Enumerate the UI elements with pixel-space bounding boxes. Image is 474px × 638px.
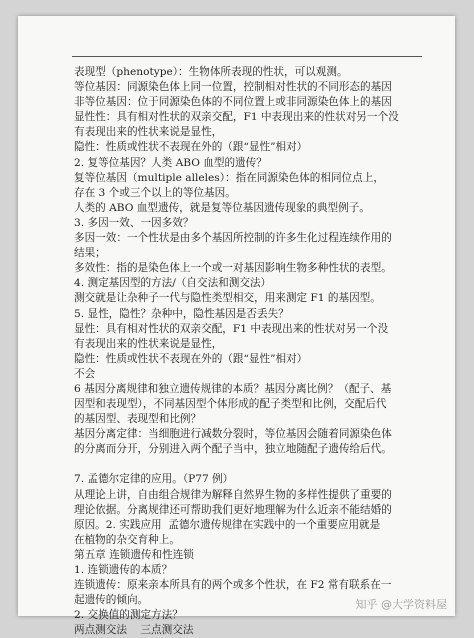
text-line: 3. 多因一效、一因多效？ (74, 216, 194, 229)
text-line: 多因一效：一个性状是由多个基因所控制的许多生化过程连续作用的 (74, 232, 392, 245)
text-line: 有表现出来的性状来说是显性， (74, 126, 223, 139)
text-line: 从理论上讲，自由组合规律为解释自然界生物的多样性提供了重要的 (74, 488, 392, 501)
text-line: 连锁遗传：原来亲本所具有的两个或多个性状，在 F2 常有联系在一 (74, 579, 392, 592)
text-line: 第五章 连锁遗传和性连锁 (74, 548, 194, 561)
text-line: 表现型（phenotype）：生物体所表现的性状，可以观测。 (74, 66, 348, 78)
text-line: 7. 孟德尔定律的应用。（P77 例） (74, 473, 234, 486)
blank-line (74, 457, 446, 472)
document-body (74, 65, 446, 638)
text-line: 起遗传的倾向。 (74, 594, 149, 607)
document-page (18, 16, 455, 637)
text-line: 在植物的杂交育种上。 (74, 533, 180, 546)
text-line: 基因分离定律：当细胞进行减数分裂时，等位基因会随着同源染色体 (74, 428, 392, 441)
text-line: 有表现出来的性状来说是显性， (74, 337, 223, 350)
text-line: 结果； (74, 247, 106, 260)
text-line: 等位基因：同源染色体上同一位置，控制相对性状的不同形态的基因 (74, 81, 392, 94)
text-line: 6 基因分离规律和独立遗传规律的本质？基因分离比例？（配子、基 (74, 382, 392, 395)
text-line: 隐性：性质或性状不表现在外的（跟“显性”相对） (74, 141, 308, 154)
watermark: 知乎 @大学资料屋 (355, 598, 447, 611)
text-line: 因型和表现型），不同基因型个体形成的配子类型和比例，交配后代 (74, 398, 387, 411)
text-line: 5. 显性，隐性？杂种中，隐性基因是否丢失？ (74, 307, 289, 320)
text-line: 1. 连锁遗传的本质？ (74, 564, 173, 576)
header-rule (72, 56, 422, 57)
text-line: 存在 3 个或三个以上的等位基因。 (74, 186, 236, 199)
text-line: 不会 (74, 367, 96, 380)
text-line: 2. 复等位基因？人类 ABO 血型的遗传？ (74, 156, 267, 169)
text-line: 原因。2. 实践应用 孟德尔遗传规律在实践中的一个重要应用就是 (74, 518, 381, 531)
text-line: 4. 测定基因型的方法/（自交法和测交法） (74, 277, 272, 290)
text-line: 显性性：具有相对性状的双亲交配，F1 中表现出来的性状对另一个没 (74, 111, 399, 124)
text-line: 隐性：性质或性状不表现在外的（跟“显性”相对） (74, 352, 308, 365)
text-line: 两点测交法 三点测交法 (74, 624, 194, 637)
text-line: 显性：具有相对性状的双亲交配，F1 中表现出来的性状对另一个没 (74, 322, 389, 335)
text-line: 复等位基因（multiple alleles）：指在同源染色体的相同位点上， (74, 171, 384, 184)
text-line: 测交就是让杂种子一代与隐性类型相交，用来测定 F1 的基因型。 (74, 292, 381, 305)
text-line: 的基因型、表现型和比例？ (74, 413, 202, 426)
text-line: 2. 交换值的测定方法？ (74, 609, 183, 622)
text-line: 理论依据。分离规律还可帮助我们更好地理解为什么近亲不能结婚的 (74, 503, 392, 516)
text-line: 多效性：指的是染色体上一个或一对基因影响生物多种性状的表型。 (74, 262, 392, 275)
text-line: 非等位基因：位于同源染色体的不同位置上或非同源染色体上的基因 (74, 96, 392, 109)
text-line: 人类的 ABO 血型遗传，就是复等位基因遗传现象的典型例子。 (74, 201, 370, 214)
text-line: 的分离而分开，分别进入两个配子当中，独立地随配子遗传给后代。 (74, 443, 392, 456)
